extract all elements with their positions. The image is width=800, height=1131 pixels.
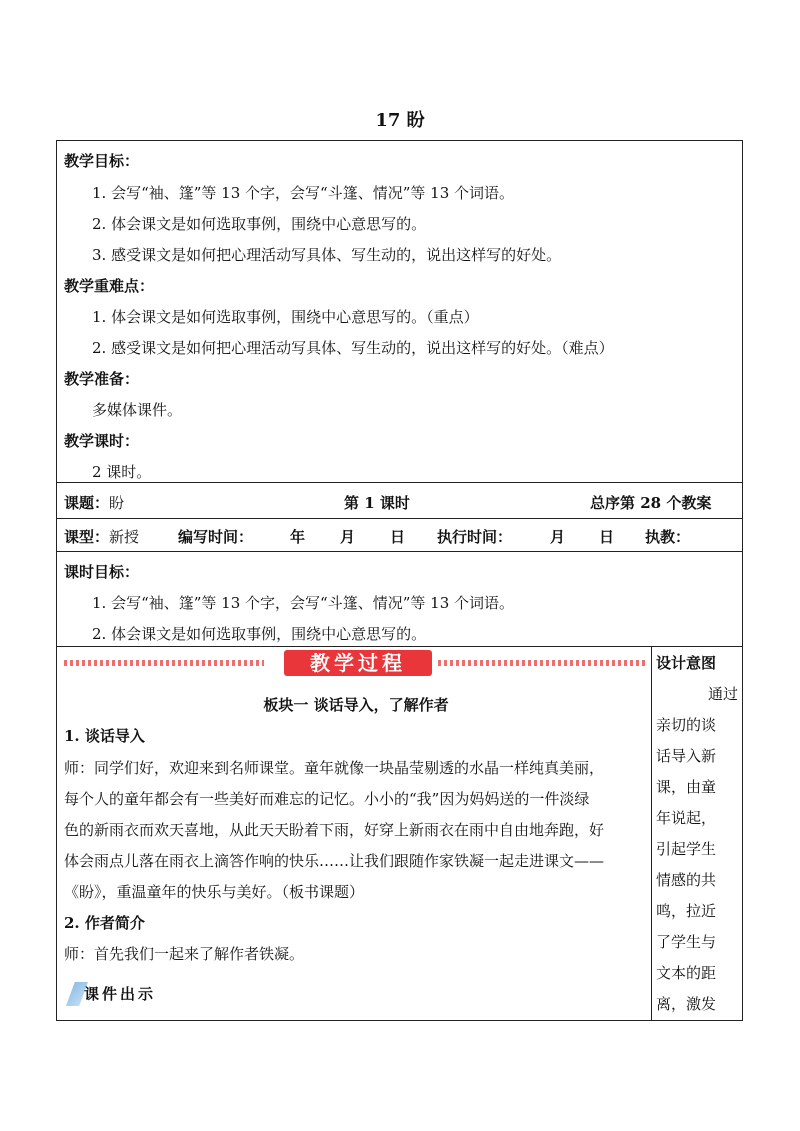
- key-points-heading: 教学重难点：: [64, 277, 155, 295]
- exec-time-label: 执行时间：: [437, 528, 513, 546]
- dotted-ornament: [64, 660, 264, 666]
- hours-text: 2 课时。: [92, 463, 152, 481]
- topic-cell: [64, 492, 124, 513]
- month-label: 月: [550, 528, 566, 546]
- preparation-text: 多媒体课件。: [92, 401, 183, 419]
- topic-label: 课题：: [64, 494, 110, 512]
- divider: [56, 482, 743, 483]
- design-line: 亲切的谈: [656, 716, 717, 734]
- key-point-item: 1. 体会课文是如何选取事例，围绕中心意思写的。（重点）: [92, 308, 479, 326]
- subheading-author: 2. 作者简介: [64, 914, 145, 932]
- exec-by-label: 执教：: [645, 528, 691, 546]
- design-line: 文本的距: [656, 964, 717, 982]
- process-banner: 教学过程: [284, 650, 432, 676]
- courseware-text: 课件出示: [84, 985, 157, 1003]
- type-value: 新授: [109, 528, 140, 546]
- design-line: 年说起，: [656, 809, 717, 827]
- period-objectives-heading: 课时目标：: [64, 563, 140, 581]
- key-point-item: 2. 感受课文是如何把心理活动写具体、写生动的，说出这样写的好处。（难点）: [92, 339, 614, 357]
- paragraph-line: 每个人的童年都会有一些美好而难忘的记忆。小小的“我”因为妈妈送的一件淡绿: [64, 790, 590, 808]
- divider: [56, 551, 743, 552]
- divider: [56, 646, 743, 647]
- paragraph-line: 《盼》，重温童年的快乐与美好。（板书课题）: [64, 883, 365, 901]
- period-label: 第 1 课时: [344, 494, 410, 512]
- paragraph-line: 体会雨点儿落在雨衣上滴答作响的快乐……让我们跟随作家铁凝一起走进课文——: [64, 852, 605, 870]
- design-line: 课，由童: [656, 778, 717, 796]
- paragraph-line: 师：首先我们一起来了解作者铁凝。: [64, 945, 305, 963]
- day-label: 日: [599, 528, 615, 546]
- preparation-heading: 教学准备：: [64, 370, 140, 388]
- year-label: 年: [290, 528, 306, 546]
- dotted-ornament: [438, 660, 648, 666]
- month-label: 月: [340, 528, 356, 546]
- paragraph-line: 色的新雨衣而欢天喜地，从此天天盼着下雨，好穿上新雨衣在雨中自由地奔跑，好: [64, 821, 605, 839]
- design-line: 鸣，拉近: [656, 902, 717, 920]
- design-line: 通过: [707, 685, 738, 703]
- serial-label: 总序第 28 个教案: [590, 494, 712, 512]
- process-banner-row: [64, 650, 648, 676]
- divider: [56, 518, 743, 519]
- column-divider: [651, 646, 652, 1021]
- objective-item: 2. 体会课文是如何选取事例，围绕中心意思写的。: [92, 215, 427, 233]
- page-title: 17 盼: [375, 110, 425, 131]
- design-heading: 设计意图: [656, 654, 717, 672]
- design-line: 情感的共: [656, 871, 717, 889]
- subheading-intro: 1. 谈话导入: [64, 727, 145, 745]
- write-time-label: 编写时间：: [178, 528, 254, 546]
- design-line: 话导入新: [656, 747, 717, 765]
- topic-value: 盼: [109, 494, 125, 512]
- objective-item: 3. 感受课文是如何把心理活动写具体、写生动的，说出这样写的好处。: [92, 246, 562, 264]
- day-label: 日: [390, 528, 406, 546]
- design-line: 了学生与: [656, 933, 717, 951]
- objectives-heading: 教学目标：: [64, 152, 140, 170]
- hours-heading: 教学课时：: [64, 432, 140, 450]
- paragraph-line: 师：同学们好，欢迎来到名师课堂。童年就像一块晶莹剔透的水晶一样纯真美丽，: [64, 759, 605, 777]
- design-line: 离，激发: [656, 995, 717, 1013]
- design-line: 引起学生: [656, 840, 717, 858]
- section-title: 板块一 谈话导入，了解作者: [263, 696, 449, 714]
- period-objective-item: 1. 会写“袖、篷”等 13 个字，会写“斗篷、情况”等 13 个词语。: [92, 594, 515, 612]
- type-label: 课型：: [64, 528, 110, 546]
- objective-item: 1. 会写“袖、篷”等 13 个字，会写“斗篷、情况”等 13 个词语。: [92, 184, 515, 202]
- courseware-label: [62, 980, 192, 1008]
- period-objective-item: 2. 体会课文是如何选取事例，围绕中心意思写的。: [92, 625, 427, 643]
- type-cell: [64, 526, 139, 547]
